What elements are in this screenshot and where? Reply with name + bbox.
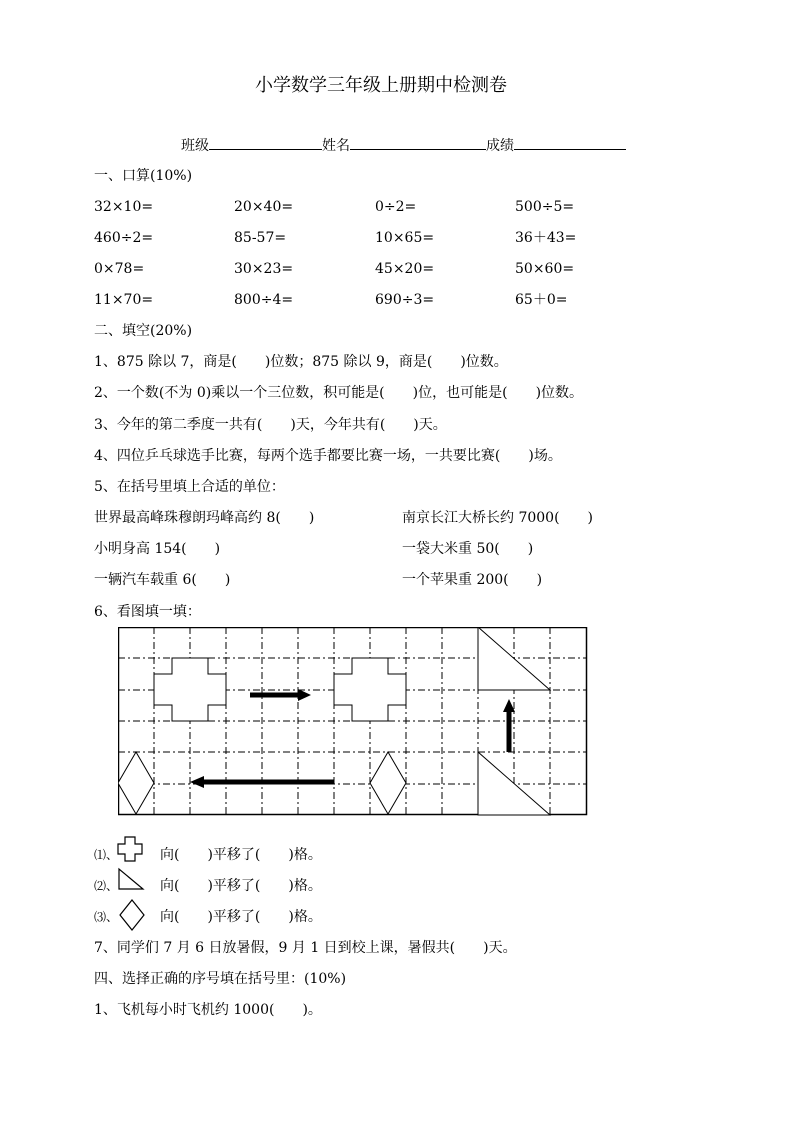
section2-heading: 二、填空(20%) bbox=[94, 323, 193, 339]
calc-item: 85-57= bbox=[234, 230, 287, 246]
section4-heading: 四、选择正确的序号填在括号里：(10%) bbox=[94, 971, 347, 987]
calc-item: 65＋0= bbox=[515, 292, 568, 308]
calc-item: 30×23= bbox=[234, 261, 294, 277]
header-fields bbox=[181, 136, 626, 154]
question-1: 1、875 除以 7，商是( )位数；875 除以 9，商是( )位数。 bbox=[94, 354, 508, 370]
calc-item: 45×20= bbox=[375, 261, 435, 277]
calc-item: 32×10= bbox=[94, 199, 154, 215]
arrow-left-head bbox=[190, 776, 204, 788]
cross-shape-icon bbox=[116, 835, 144, 863]
calc-item: 20×40= bbox=[234, 199, 294, 215]
calc-item: 11×70= bbox=[94, 292, 154, 308]
question-7: 7、同学们 7 月 6 日放暑假，9 月 1 日到校上课，暑假共( )天。 bbox=[94, 940, 517, 956]
section1-heading: 一、口算(10%) bbox=[94, 168, 193, 184]
unit-item: 一个苹果重 200( ) bbox=[402, 572, 543, 588]
name-blank[interactable] bbox=[350, 136, 486, 150]
question-4: 4、四位乒乓球选手比赛，每两个选手都要比赛一场，一共要比赛( )场。 bbox=[94, 448, 562, 464]
class-label: 班级 bbox=[181, 138, 209, 154]
unit-item: 一辆汽车载重 6( ) bbox=[94, 572, 231, 588]
triangle-shape-icon bbox=[117, 867, 145, 891]
calc-item: 10×65= bbox=[375, 230, 435, 246]
calc-item: 800÷4= bbox=[234, 292, 294, 308]
cross-shape-right bbox=[334, 658, 406, 721]
diamond-shape-icon bbox=[118, 898, 146, 932]
name-label: 姓名 bbox=[322, 138, 350, 154]
score-blank[interactable] bbox=[514, 136, 626, 150]
question-6: 6、看图填一填： bbox=[94, 604, 201, 620]
cross-shape-left bbox=[154, 658, 226, 721]
diamond-left bbox=[118, 752, 154, 814]
arrow-right-head bbox=[298, 689, 311, 701]
q6-sub-2-num: ⑵、 bbox=[94, 879, 119, 893]
calc-item: 36＋43= bbox=[515, 230, 577, 246]
calc-item: 0×78= bbox=[94, 261, 145, 277]
calc-item: 500÷5= bbox=[515, 199, 575, 215]
score-label: 成绩 bbox=[486, 138, 514, 154]
question-3: 3、今年的第二季度一共有( )天，今年共有( )天。 bbox=[94, 417, 447, 433]
unit-item: 世界最高峰珠穆朗玛峰高约 8( ) bbox=[94, 510, 315, 526]
class-blank[interactable] bbox=[209, 136, 322, 150]
diamond-right bbox=[370, 752, 406, 814]
calc-item: 690÷3= bbox=[375, 292, 435, 308]
page-title: 小学数学三年级上册期中检测卷 bbox=[255, 75, 507, 96]
q6-sub-3-num: ⑶、 bbox=[94, 910, 119, 924]
calc-item: 460÷2= bbox=[94, 230, 154, 246]
unit-item: 南京长江大桥长约 7000( ) bbox=[402, 510, 594, 526]
q6-sub-1-text: 向( )平移了( )格。 bbox=[160, 847, 322, 863]
q6-sub-3-text: 向( )平移了( )格。 bbox=[160, 909, 322, 925]
calc-item: 0÷2= bbox=[375, 199, 417, 215]
calc-item: 50×60= bbox=[515, 261, 575, 277]
unit-item: 小明身高 154( ) bbox=[94, 541, 221, 557]
question-2: 2、一个数(不为 0)乘以一个三位数，积可能是( )位，也可能是( )位数。 bbox=[94, 385, 584, 401]
question-5: 5、在括号里填上合适的单位： bbox=[94, 479, 285, 495]
q6-sub-1-num: ⑴、 bbox=[94, 848, 119, 862]
translation-grid-figure bbox=[118, 627, 588, 817]
section4-question-1: 1、飞机每小时飞机约 1000( )。 bbox=[94, 1002, 322, 1018]
q6-sub-2-text: 向( )平移了( )格。 bbox=[160, 878, 322, 894]
unit-item: 一袋大米重 50( ) bbox=[402, 541, 534, 557]
arrow-up-head bbox=[503, 699, 515, 712]
